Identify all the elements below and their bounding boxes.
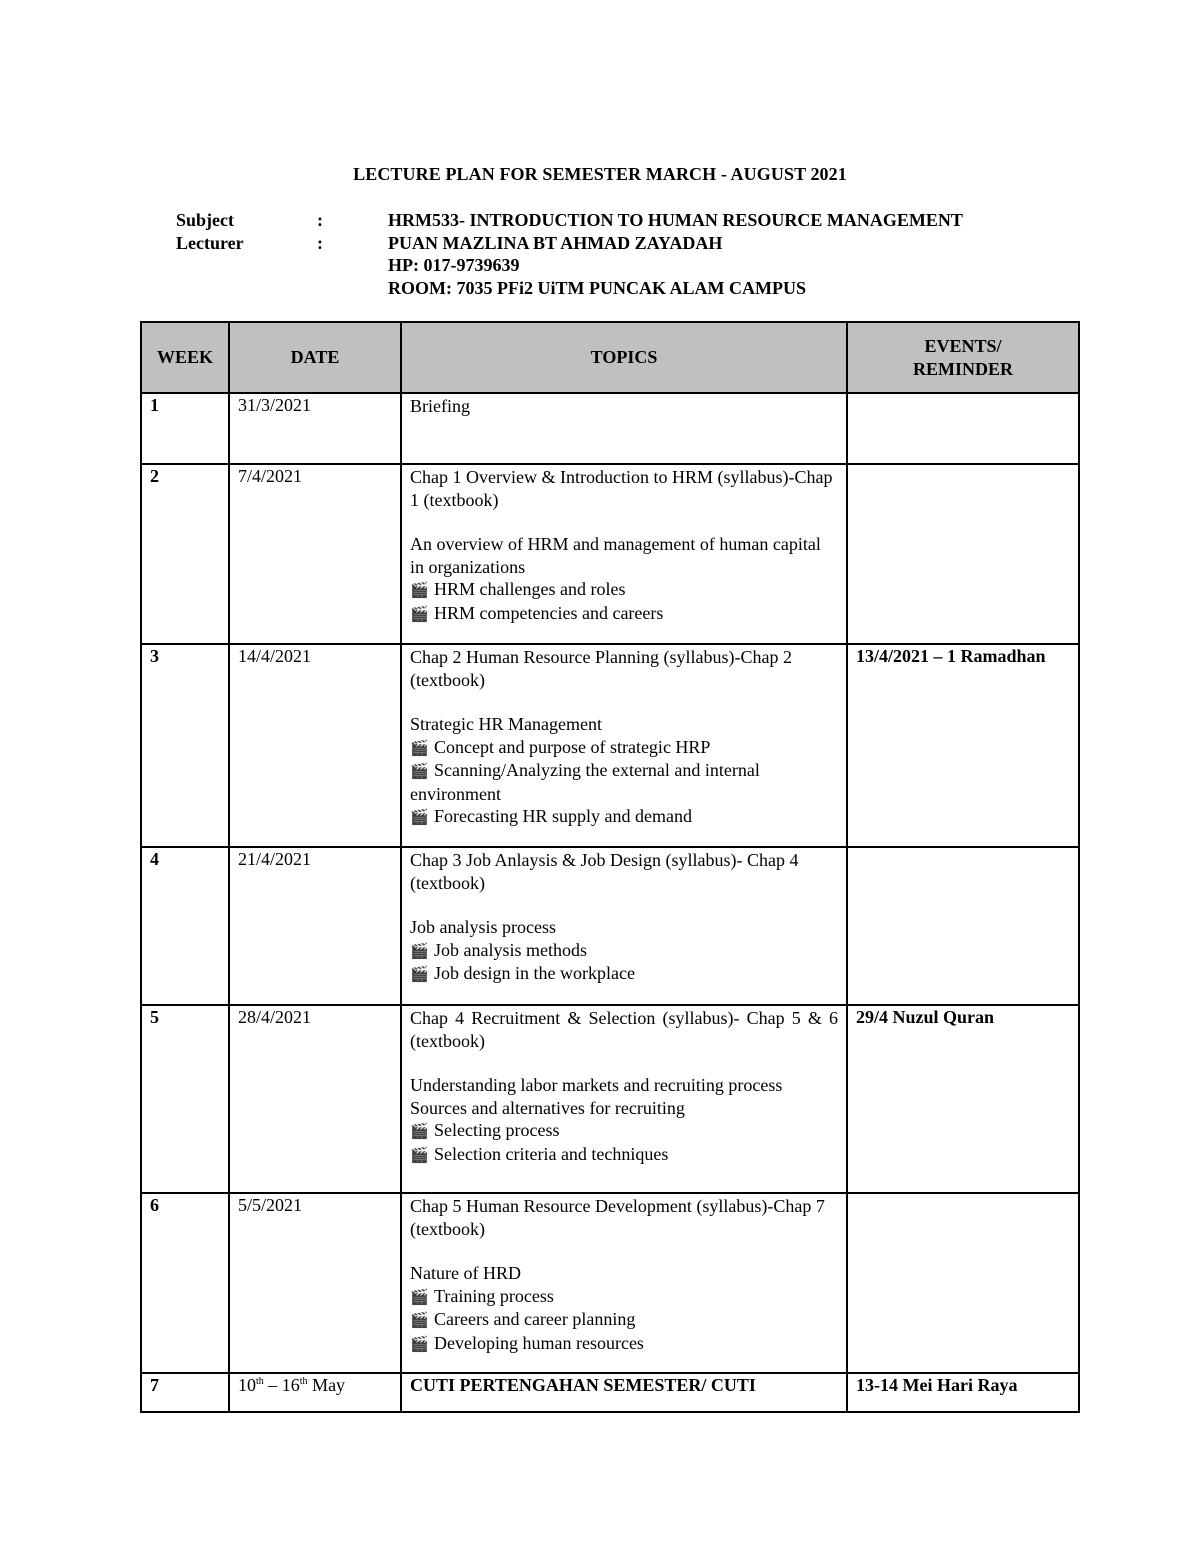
event-cell — [847, 464, 1079, 644]
topic-bullet-text: Concept and purpose of strategic HRP — [434, 736, 711, 757]
table-row — [141, 847, 1079, 1005]
topic-bullet-text: Forecasting HR supply and demand — [434, 806, 692, 826]
header-events — [847, 322, 1079, 393]
header-events-line2: REMINDER — [912, 358, 1013, 379]
topic-bullet — [410, 939, 838, 963]
document-title: LECTURE PLAN FOR SEMESTER MARCH - AUGUST 2021 — [353, 164, 847, 184]
week-cell: 3 — [141, 644, 229, 847]
week-cell: 7 — [141, 1373, 229, 1412]
table-body — [141, 393, 1079, 1373]
topic-bullet — [410, 736, 838, 760]
topic-intro: Strategic HR Management — [410, 714, 602, 734]
topic-bullet — [410, 759, 838, 805]
clapperboard-icon: 🎬 — [410, 1287, 429, 1306]
lecturer-room: ROOM: 7035 PFi2 UiTM PUNCAK ALAM CAMPUS — [388, 277, 806, 298]
table-row — [141, 644, 1079, 847]
topic-intro: Job analysis process — [410, 917, 556, 937]
event-cell: 29/4 Nuzul Quran — [847, 1005, 1079, 1193]
subject-colon: : — [317, 210, 323, 230]
topic-intro: Sources and alternatives for recruiting — [410, 1097, 685, 1118]
topic-heading: Chap 4 Recruitment & Selection (syllabus)- Chap 5 & 6 (textbook) — [410, 1008, 838, 1051]
clapperboard-icon: 🎬 — [410, 762, 429, 780]
topic-bullet — [410, 1332, 838, 1356]
subject-value: HRM533- INTRODUCTION TO HUMAN RESOURCE MANAGEMENT — [388, 210, 963, 230]
clapperboard-icon: 🎬 — [410, 941, 429, 960]
topic-bullet-text: Selecting process — [434, 1120, 560, 1140]
topic-bullet-text: Scanning/Analyzing the external and internal environment — [410, 760, 760, 804]
topic-bullet — [410, 602, 838, 626]
header-topics: TOPICS — [401, 322, 847, 393]
topic-bullet-text: Job design in the workplace — [434, 963, 635, 983]
lecturer-label: Lecturer — [176, 232, 244, 253]
date-start: 10 — [238, 1375, 256, 1395]
topic-heading: Briefing — [410, 396, 470, 416]
date-month: May — [307, 1375, 346, 1395]
topic-bullet-text: Training process — [434, 1285, 554, 1306]
date-dash: – 16 — [263, 1375, 300, 1395]
topic-intro: An overview of HRM and management of human capital in organizations — [410, 534, 821, 577]
clapperboard-icon: 🎬 — [410, 1334, 429, 1353]
topic-heading: Chap 5 Human Resource Development (syllabus)-Chap 7 (textbook) — [410, 1196, 825, 1239]
topic-bullet-text: HRM competencies and careers — [434, 602, 664, 623]
paragraph-gap — [410, 1240, 838, 1262]
clapperboard-icon: 🎬 — [410, 1122, 429, 1140]
topic-bullet — [410, 1285, 838, 1309]
week-cell: 4 — [141, 847, 229, 1005]
week-cell: 6 — [141, 1193, 229, 1373]
topic-cell — [401, 847, 847, 1005]
topic-cell — [401, 644, 847, 847]
week-cell: 2 — [141, 464, 229, 644]
table-row — [141, 1005, 1079, 1193]
header-date: DATE — [229, 322, 401, 393]
topic-heading: Chap 2 Human Resource Planning (syllabus)-Chap 2 (textbook) — [410, 647, 792, 690]
clapperboard-icon: 🎬 — [410, 581, 429, 599]
date-cell — [229, 1373, 401, 1412]
event-cell: 13-14 Mei Hari Raya — [847, 1373, 1079, 1412]
date-cell: 31/3/2021 — [229, 393, 401, 464]
date-cell: 7/4/2021 — [229, 464, 401, 644]
topic-cell — [401, 1005, 847, 1193]
event-cell — [847, 1193, 1079, 1373]
topic-bullet — [410, 578, 838, 602]
week-cell: 1 — [141, 393, 229, 464]
header-events-line1: EVENTS/ — [924, 336, 1002, 356]
date-start-suffix: th — [256, 1376, 264, 1387]
topic-bullet-text: HRM challenges and roles — [434, 579, 626, 599]
table-header-row — [141, 322, 1079, 393]
topic-bullet-text: Selection criteria and techniques — [434, 1143, 669, 1164]
header-week: WEEK — [141, 322, 229, 393]
topic-bullet — [410, 1308, 838, 1332]
topic-bullet — [410, 1143, 838, 1167]
topic-cell — [401, 1193, 847, 1373]
subject-label: Subject — [176, 210, 234, 230]
week-cell: 5 — [141, 1005, 229, 1193]
paragraph-gap — [410, 691, 838, 713]
topic-cell: CUTI PERTENGAHAN SEMESTER/ CUTI — [401, 1373, 847, 1412]
date-cell: 28/4/2021 — [229, 1005, 401, 1193]
table-row — [141, 393, 1079, 464]
topic-bullet — [410, 1119, 838, 1143]
topic-bullet — [410, 805, 838, 829]
clapperboard-icon: 🎬 — [410, 604, 429, 623]
lecture-plan-table — [140, 321, 1080, 1413]
clapperboard-icon: 🎬 — [410, 1145, 429, 1164]
lecturer-phone: HP: 017-9739639 — [388, 255, 520, 275]
topic-bullet-text: Developing human resources — [434, 1332, 644, 1353]
paragraph-gap — [410, 894, 838, 916]
topic-intro: Nature of HRD — [410, 1263, 521, 1283]
topic-cell — [401, 464, 847, 644]
paragraph-gap — [410, 1052, 838, 1074]
topic-intro: Understanding labor markets and recruiting process — [410, 1075, 783, 1095]
date-cell: 21/4/2021 — [229, 847, 401, 1005]
date-end-suffix: th — [299, 1376, 308, 1387]
topic-bullet-text: Job analysis methods — [434, 939, 587, 960]
topic-bullet-text: Careers and career planning — [434, 1309, 636, 1329]
topic-heading: Chap 1 Overview & Introduction to HRM (syllabus)-Chap 1 (textbook) — [410, 467, 833, 510]
paragraph-gap — [410, 511, 838, 533]
table-body-final — [141, 1373, 1079, 1412]
clapperboard-icon: 🎬 — [410, 738, 429, 757]
table-row — [141, 1193, 1079, 1373]
table-row-week-7 — [141, 1373, 1079, 1412]
event-cell: 13/4/2021 – 1 Ramadhan — [847, 644, 1079, 847]
topic-bullet — [410, 962, 838, 986]
clapperboard-icon: 🎬 — [410, 965, 429, 983]
table-row — [141, 464, 1079, 644]
event-cell — [847, 393, 1079, 464]
clapperboard-icon: 🎬 — [410, 1311, 429, 1329]
topic-cell — [401, 393, 847, 464]
event-cell — [847, 847, 1079, 1005]
lecturer-colon: : — [317, 232, 323, 253]
lecturer-value: PUAN MAZLINA BT AHMAD ZAYADAH — [388, 232, 723, 253]
date-cell: 14/4/2021 — [229, 644, 401, 847]
date-cell: 5/5/2021 — [229, 1193, 401, 1373]
topic-heading: Chap 3 Job Anlaysis & Job Design (syllabus)- Chap 4 (textbook) — [410, 850, 799, 893]
clapperboard-icon: 🎬 — [410, 808, 429, 826]
